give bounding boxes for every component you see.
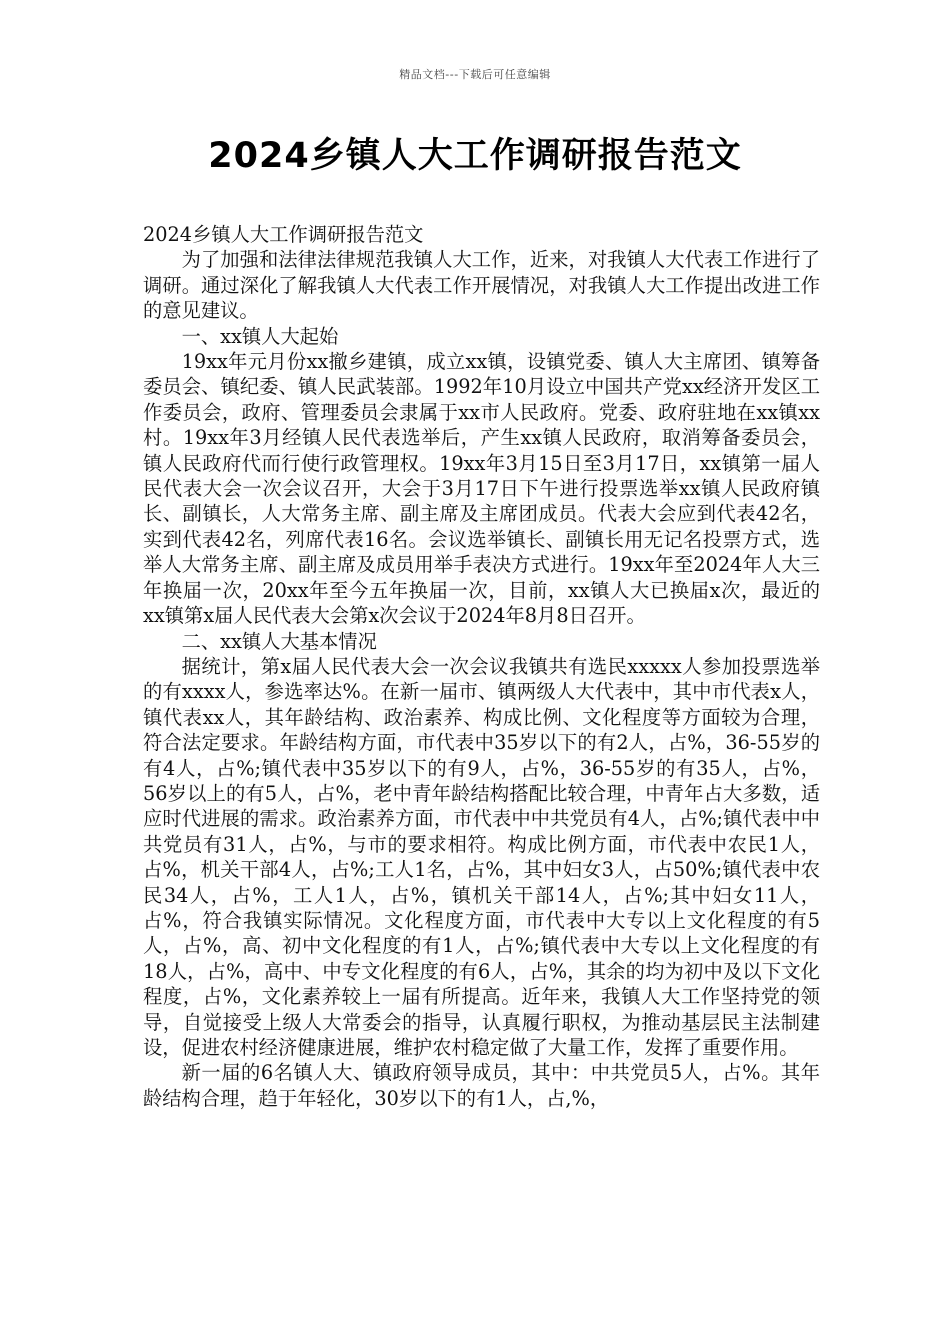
section-heading-basic-info: 二、xx镇人大基本情况: [181, 629, 377, 653]
paragraph-statistics: 据统计，第x届人民代表大会一次会议我镇共有选民xxxxx人参加投票选举的有xxxx人，参选率达%。在新一届市、镇两级人大代表中，其中市代表x人，镇代表xx人，其年龄结构、政治素养、构成比例、文化程度等方面较为合理，符合法定要求。年龄结构方面，市代表中35岁以下的有2人，占%，36-55岁的有4人，占%;镇代表中35岁以下的有9人，占%，36-55岁的有35人，占%，56岁以上的有5人，占%，老中青年龄结构搭配比较合理，中青年占大多数，适应时代进展的需求。政治素养方面，市代表中中共党员有4人，占%;镇代表中中共党员有31人，占%，与市的要求相符。构成比例方面，市代表中农民1人，占%，机关干部4人，占%;工人1名，占%，其中妇女3人，占50%;镇代表中农民34人，占%，工人1人，占%，镇机关干部14人，占%;其中妇女11人，占%，符合我镇实际情况。文化程度方面，市代表中大专以上文化程度的有5人，占%，高、初中文化程度的有1人，占%;镇代表中大专以上文化程度的有18人，占%，高中、中专文化程度的有6人，占%，其余的均为初中及以下文化程度，占%，文化素养较上一届有所提高。近年来，我镇人大工作坚持党的领导，自觉接受上级人大常委会的指导，认真履行职权，为推动基层民主法制建设，促进农村经济健康进展，维护农村稳定做了大量工作，发挥了重要作用。: [143, 654, 820, 1059]
paragraph-subtitle: 2024乡镇人大工作调研报告范文: [143, 223, 424, 246]
paragraph-intro: 为了加强和法律法律规范我镇人大工作，近来，对我镇人大代表工作进行了调研。通过深化了解我镇人大代表工作开展情况，对我镇人大工作提出改进工作的意见建议。: [143, 248, 820, 323]
section-heading-origin: 一、xx镇人大起始: [181, 324, 339, 348]
document-body: [143, 222, 820, 1111]
document-title: 2024乡镇人大工作调研报告范文: [208, 136, 742, 176]
paragraph-leadership: 新一届的6名镇人大、镇政府领导成员，其中：中共党员5人，占%。其年龄结构合理，趋于年轻化，30岁以下的有1人，占,%，: [143, 1061, 820, 1110]
paragraph-origin: 19xx年元月份xx撤乡建镇，成立xx镇，设镇党委、镇人大主席团、镇筹备委员会、镇纪委、镇人民武装部。1992年10月设立中国共产党xx经济开发区工作委员会，政府、管理委员会隶属于xx市人民政府。党委、政府驻地在xx镇xx村。19xx年3月经镇人民代表选举后，产生xx镇人民政府，取消筹备委员会，镇人民政府代而行使行政管理权。19xx年3月15日至3月17日，xx镇第一届人民代表大会一次会议召开，大会于3月17日下午进行投票选举xx镇人民政府镇长、副镇长，人大常务主席、副主席及主席团成员。代表大会应到代表42名，实到代表42名，列席代表16名。会议选举镇长、副镇长用无记名投票方式，选举人大常务主席、副主席及成员用举手表决方式进行。19xx年至2024年人大三年换届一次，20xx年至今五年换届一次，目前，xx镇人大已换届x次，最近的xx镇第x届人民代表大会第x次会议于2024年8月8日召开。: [143, 350, 820, 628]
page-header-note: 精品文档---下载后可任意编辑: [399, 68, 551, 81]
